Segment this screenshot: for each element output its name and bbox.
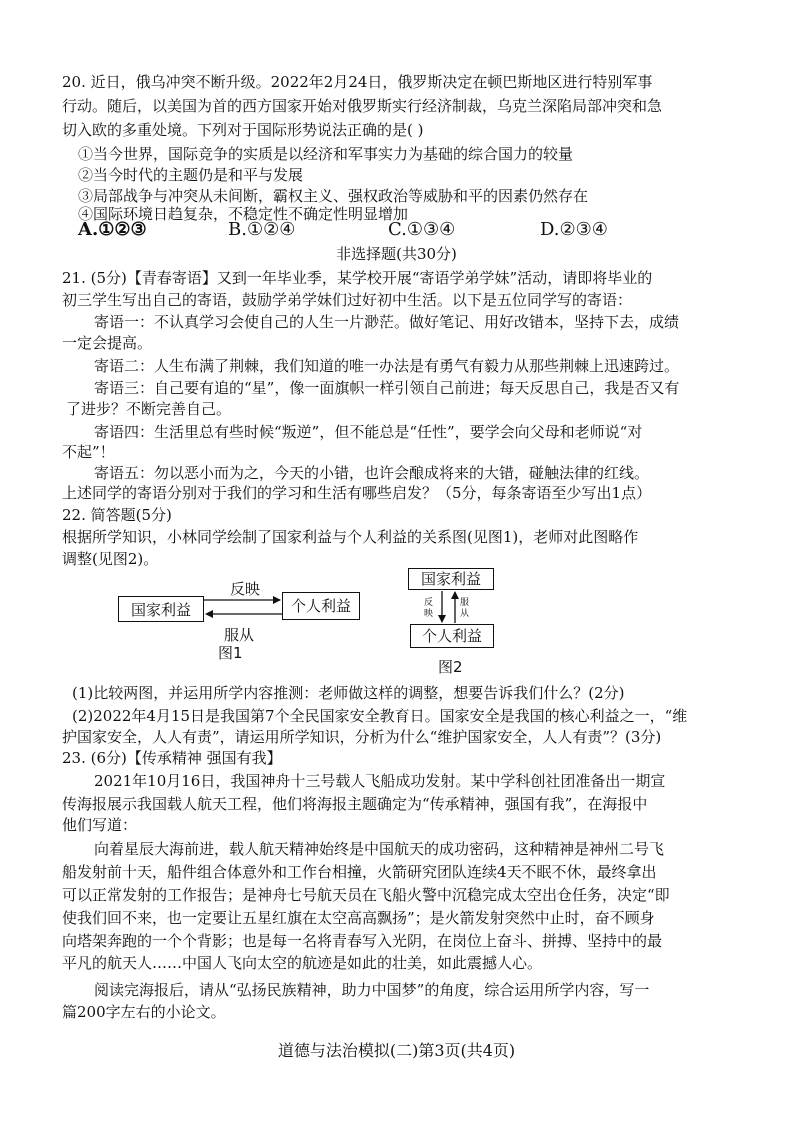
q23-intro-line-1: 2021年10月16日，我国神舟十三号载人飞船成功发射。某中学科创社团准备出一期宣 xyxy=(94,772,666,790)
fig1-personal-interest-box: 个人利益 xyxy=(282,592,360,620)
q23-quote-line-2: 船发射前十天，船件组合体意外和工作台相撞，火箭研究团队连续4天不眠不休，最终拿出 xyxy=(62,863,657,881)
q21-message-5: 寄语五：勿以恶小而为之，今天的小错，也许会酿成将来的大错，碰触法律的红线。 xyxy=(94,464,650,482)
fig2-national-interest-box: 国家利益 xyxy=(408,568,494,590)
q23-task-line-1: 阅读完海报后，请从“弘扬民族精神，助力中国梦”的角度，综合运用所学内容，写一 xyxy=(94,981,650,999)
q21-question: 上述同学的寄语分别对于我们的学习和生活有哪些启发？（5分，每条寄语至少写出1点） xyxy=(62,484,652,502)
section-title: 非选择题(共30分) xyxy=(336,245,457,263)
q20-statement-4: ④国际环境日趋复杂，不稳定性不确定性明显增加 xyxy=(78,205,409,223)
q20-stem-line-3: 切入欧的多重处境。下列对于国际形势说法正确的是( ) xyxy=(62,121,424,139)
q21-message-1-line-2: 一定会提高。 xyxy=(62,334,153,352)
q22-sub-question-2-line-2: 护国家安全，人人有责”，请运用所学知识，分析为什么“维护国家安全，人人有责”？(3分) xyxy=(62,728,662,746)
q23-quote-line-3: 可以正常发射的工作报告；是神舟七号航天员在飞船火警中沉稳完成太空出仓任务，决定“即 xyxy=(62,886,670,904)
q20-statement-3: ③局部战争与冲突从未间断，霸权主义、强权政治等威胁和平的因素仍然存在 xyxy=(78,187,589,205)
q21-message-4-line-2: 不起”！ xyxy=(62,443,115,461)
q23-quote-line-6: 平凡的航天人……中国人飞向太空的航迹是如此的壮美，如此震撼人心。 xyxy=(62,954,543,972)
q21-message-2: 寄语二：人生布满了荆棘，我们知道的唯一办法是有勇气有毅力从那些荆棘上迅速跨过。 xyxy=(94,357,680,375)
q22-sub-question-1: (1)比较两图，并运用所学内容推测：老师做这样的调整，想要告诉我们什么？(2分) xyxy=(72,684,625,702)
q23-quote-line-5: 向塔架奔跑的一个个背影；也是每一名将青春写入光阴，在岗位上奋斗、拼搏、坚持中的最 xyxy=(62,932,663,950)
q23-quote-line-1: 向着星辰大海前进，载人航天精神始终是中国航天的成功密码，这种精神是神州二号飞 xyxy=(94,840,665,858)
q20-statement-1: ①当今世界，国际竞争的实质是以经济和军事实力为基础的综合国力的较量 xyxy=(78,145,574,163)
fig1-national-interest-box: 国家利益 xyxy=(118,596,204,622)
q21-message-3-line-1: 寄语三：自己要有追的“星”，像一面旗帜一样引领自己前进；每天反思自己，我是否又有 xyxy=(94,379,680,397)
q20-stem-line-2: 行动。随后，以美国为首的西方国家开始对俄罗斯实行经济制裁，乌克兰深陷局部冲突和急 xyxy=(62,97,663,115)
q20-statement-2: ②当今时代的主题仍是和平与发展 xyxy=(78,166,304,184)
q20-stem-line-1: 20. 近日，俄乌冲突不断升级。2022年2月24日，俄罗斯决定在顿巴斯地区进行特别军事 xyxy=(62,73,653,91)
q21-stem-line-1: 21. (5分)【青春寄语】又到一年毕业季，某学校开展“寄语学弟学妹”活动，请即将毕业的 xyxy=(62,269,653,287)
q21-message-1-line-1: 寄语一：不认真学习会使自己的人生一片渺茫。做好笔记、用好改错本，坚持下去，成绩 xyxy=(94,313,680,331)
q23-intro-line-3: 他们写道： xyxy=(62,816,138,834)
q20-option-a: A.①②③ xyxy=(78,219,147,240)
q20-option-c: C.①③④ xyxy=(388,219,456,240)
q21-stem-line-2: 初三学生写出自己的寄语，鼓励学弟学妹们过好初中生活。以下是五位同学写的寄语： xyxy=(62,291,633,309)
q23-quote-line-4: 使我们回不来，也一定要让五星红旗在太空高高飘扬”；是火箭发射突然中止时，奋不顾身 xyxy=(62,909,655,927)
q21-message-4-line-1: 寄语四：生活里总有些时候“叛逆”，但不能总是“任性”，要学会向父母和老师说“对 xyxy=(94,423,643,441)
fig2-reflect-label: 反映 xyxy=(424,598,434,619)
q22-sub-question-2-line-1: (2)2022年4月15日是我国第7个全民国家安全教育日。国家安全是我国的核心利益之一，“维 xyxy=(72,707,688,725)
q23-intro-line-2: 传海报展示我国载人航天工程，他们将海报主题确定为“传承精神，强国有我”，在海报中 xyxy=(62,795,648,813)
fig1-caption: 图1 xyxy=(218,644,243,662)
q20-option-b: B.①②④ xyxy=(228,219,296,240)
fig2-caption: 图2 xyxy=(438,658,463,676)
fig2-obey-label: 服从 xyxy=(460,598,470,619)
q23-title: 23. (6分)【传承精神 强国有我】 xyxy=(62,749,282,767)
q23-task-line-2: 篇200字左右的小论文。 xyxy=(62,1003,226,1021)
page-footer: 道德与法治模拟(二)第3页(共4页) xyxy=(277,1041,516,1060)
fig2-personal-interest-box: 个人利益 xyxy=(410,624,494,648)
fig1-obey-label: 服从 xyxy=(224,626,255,644)
fig1-reflect-label: 反映 xyxy=(230,580,261,598)
q22-stem-line-1: 根据所学知识，小林同学绘制了国家利益与个人利益的关系图(见图1)，老师对此图略作 xyxy=(62,528,639,546)
q22-stem-line-2: 调整(见图2)。 xyxy=(62,550,159,568)
q20-option-d: D.②③④ xyxy=(540,219,608,240)
q21-message-3-line-2: 了进步？不断完善自己。 xyxy=(66,400,232,418)
q22-title: 22. 简答题(5分) xyxy=(62,506,172,524)
